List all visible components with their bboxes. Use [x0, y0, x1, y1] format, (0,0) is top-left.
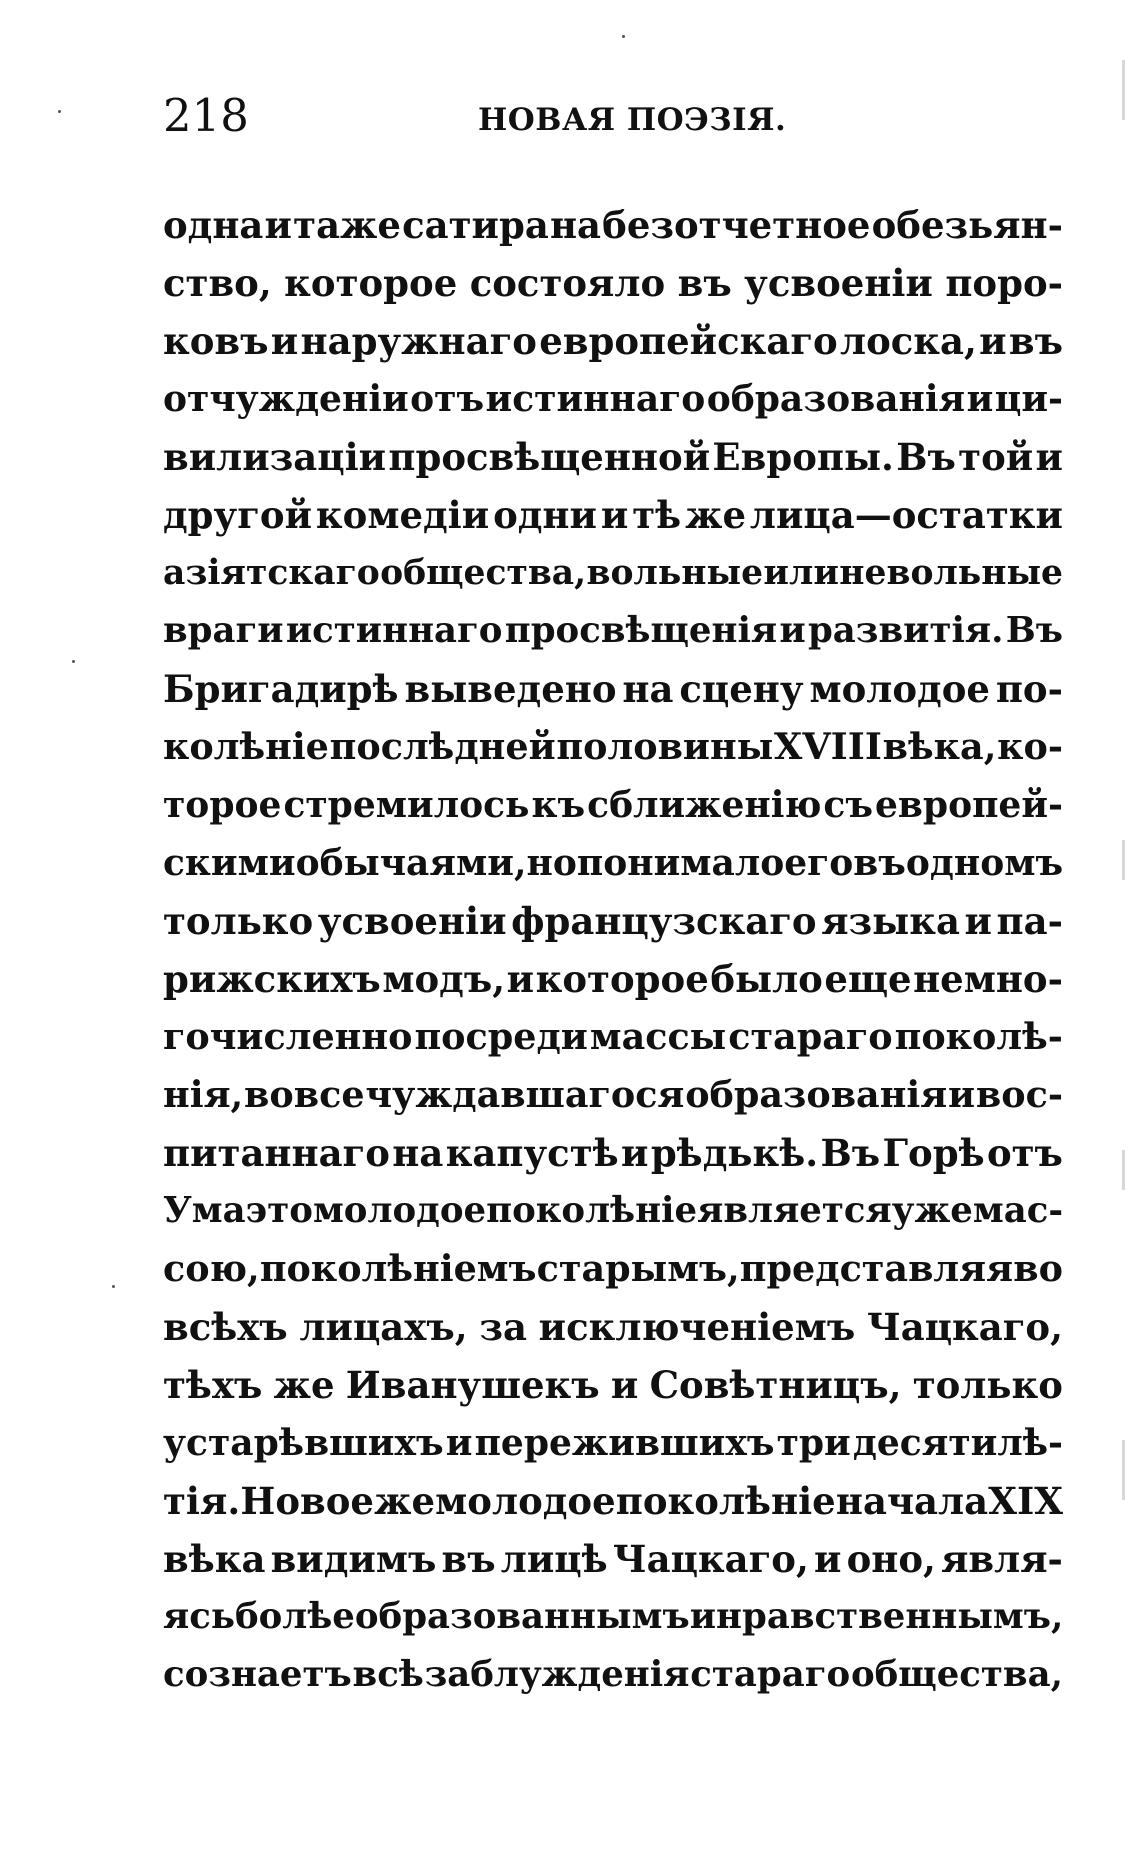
word: Новое [240, 1479, 374, 1523]
word: сою, [163, 1247, 260, 1290]
word: XIX [988, 1479, 1063, 1523]
word: Совѣтницъ, [649, 1363, 902, 1407]
text-line [163, 1182, 1063, 1240]
text-line [163, 428, 1063, 486]
word: чуждавшагося [365, 1073, 685, 1116]
word: десятилѣ- [852, 1422, 1063, 1464]
word: мас- [972, 1190, 1064, 1231]
word: и [779, 610, 806, 651]
word: это [245, 1190, 313, 1231]
word: на [622, 667, 674, 711]
word: просвѣщенной [388, 435, 711, 479]
word: языка [821, 899, 960, 943]
word: вѣка, [882, 725, 997, 768]
word: вольные [586, 553, 764, 593]
word: въ [853, 842, 906, 884]
word: же [374, 1479, 435, 1523]
word: отчужденіи [163, 378, 409, 420]
word: и [621, 1131, 649, 1175]
word: болѣе [234, 1596, 355, 1637]
word: усвоеніи [317, 899, 507, 943]
word: и [506, 957, 535, 1001]
word: и [1035, 435, 1063, 479]
scan-speck [72, 660, 75, 663]
word: обезьян- [871, 203, 1063, 247]
word: вѣка [163, 1537, 266, 1581]
text-line [163, 486, 1063, 544]
word: оно, [846, 1537, 936, 1581]
word: только [912, 1363, 1063, 1407]
word: стараго [690, 1654, 851, 1695]
word: комедіи [315, 493, 490, 537]
word: Чацкаго, [612, 1537, 809, 1581]
scan-margin-rule [1122, 1440, 1125, 1500]
word: же [273, 1363, 335, 1407]
word: вос- [975, 1073, 1063, 1116]
word: Европы. [712, 435, 894, 479]
text-line [163, 1414, 1063, 1472]
word: одни [493, 493, 597, 537]
text-line [163, 1588, 1063, 1646]
word: вилизаціи [163, 435, 387, 479]
scan-margin-rule [1122, 840, 1125, 880]
word: явля- [941, 1537, 1063, 1581]
word: Въ [896, 435, 956, 479]
word: еще [824, 957, 912, 1001]
word: истиннаго [485, 378, 706, 420]
word: является [697, 1190, 892, 1231]
word: которое [535, 957, 709, 1001]
word: понимало [576, 842, 785, 884]
word: поро- [945, 261, 1063, 305]
word: сатира [402, 203, 549, 247]
word: Горѣ [882, 1131, 985, 1175]
word: стремилось [283, 784, 530, 826]
word: истиннаго [285, 610, 503, 651]
word: Бригадирѣ [163, 667, 399, 711]
text-line [163, 1124, 1063, 1182]
word: молодое [312, 1190, 487, 1231]
word: питаннаго [163, 1131, 390, 1175]
text-line [163, 370, 1063, 428]
word: послѣдней [329, 725, 556, 768]
word: на [392, 1131, 444, 1175]
text-line [163, 718, 1063, 776]
word: таже [293, 203, 401, 247]
word: немно- [913, 957, 1063, 1001]
word: просвѣщенія [504, 610, 778, 651]
word: модъ, [382, 957, 506, 1001]
word: три [776, 1422, 851, 1464]
text-line [163, 312, 1063, 370]
text-line [163, 1066, 1063, 1124]
word: лица—остатки [749, 493, 1063, 537]
word: лоска, [839, 319, 977, 363]
word: лицахъ, [299, 1305, 468, 1349]
text-line [163, 660, 1063, 718]
word: поколѣніе [486, 1190, 698, 1231]
word: XVIII [774, 725, 882, 768]
word: сближенію [587, 784, 822, 826]
word: лицѣ [500, 1537, 608, 1581]
text-line [163, 1356, 1063, 1414]
word: той [958, 435, 1034, 479]
word: сцену [679, 667, 804, 711]
word: но [526, 842, 577, 884]
word: другой [163, 493, 313, 537]
word: ство, [163, 261, 272, 305]
page-number: 218 [163, 89, 249, 142]
text-line [163, 1472, 1063, 1530]
body-text [163, 196, 1063, 1704]
word: старымъ, [536, 1247, 740, 1290]
word: гочисленно [163, 1015, 413, 1058]
word: же [685, 493, 746, 537]
word: и [270, 319, 299, 363]
word: за [479, 1305, 527, 1349]
word: безотчетное [602, 203, 871, 247]
word: развитія. [807, 610, 1004, 651]
word: па- [996, 899, 1063, 943]
word: посреди [414, 1015, 588, 1058]
word: и [264, 203, 292, 247]
word: молодое [809, 667, 990, 711]
word: нравственнымъ, [716, 1596, 1064, 1637]
word: къ [531, 784, 586, 826]
text-line [163, 1008, 1063, 1066]
word: въ [677, 261, 732, 305]
word: капустѣ [445, 1131, 619, 1175]
word: уже [891, 1190, 973, 1231]
word: ковъ [163, 319, 269, 363]
word: невольные [839, 553, 1063, 593]
word: азіятскаго [163, 553, 380, 593]
word: состояло [469, 261, 666, 305]
text-line [163, 544, 1063, 602]
word: на [549, 203, 602, 247]
word: стараго [728, 1015, 893, 1058]
word: общества, [850, 1654, 1063, 1695]
word: рѣдькѣ. [650, 1131, 819, 1175]
word: отъ [410, 378, 485, 420]
word: видимъ [270, 1537, 437, 1581]
word: и [979, 319, 1007, 363]
text-line [163, 1298, 1063, 1356]
scan-speck [58, 110, 61, 113]
word: и [610, 1363, 639, 1407]
text-line [163, 602, 1063, 660]
word: нія, [163, 1073, 244, 1116]
word: всѣхъ [163, 1305, 288, 1349]
word: ясь [163, 1596, 235, 1637]
word: рижскихъ [163, 957, 381, 1001]
word: въ [1008, 319, 1063, 363]
word: съ [823, 784, 873, 826]
word: начала [835, 1479, 989, 1523]
text-line [163, 196, 1063, 254]
word: и [689, 1596, 717, 1637]
word: только [163, 899, 314, 943]
word: и [814, 1537, 842, 1581]
word: ци- [994, 378, 1063, 420]
word: Чацкаго, [866, 1305, 1063, 1349]
running-title: НОВАЯ ПОЭЗІЯ. [478, 102, 787, 138]
text-line [163, 834, 1063, 892]
word: молодое [435, 1479, 616, 1523]
word: образованія [706, 378, 966, 420]
text-line [163, 1646, 1063, 1704]
scan-margin-rule [1122, 1150, 1125, 1190]
word: общества, [380, 553, 587, 593]
text-line [163, 950, 1063, 1008]
word: поколѣ- [894, 1015, 1063, 1058]
word: образованнымъ [354, 1596, 690, 1637]
word: враги [163, 610, 284, 651]
word: поколѣніемъ [259, 1247, 537, 1290]
word: которое [284, 261, 458, 305]
text-line [163, 254, 1063, 312]
word: Иванушекъ [345, 1363, 600, 1407]
word: французскаго [511, 899, 817, 943]
scan-speck [112, 1285, 115, 1288]
word: всѣ [352, 1654, 424, 1695]
word: европей- [874, 784, 1063, 826]
word: исключеніемъ [538, 1305, 856, 1349]
scan-margin-rule [1122, 60, 1125, 120]
word: одномъ [905, 842, 1064, 884]
word: сознаетъ [163, 1654, 352, 1695]
word: отъ [986, 1131, 1063, 1175]
word: поколѣніе [615, 1479, 836, 1523]
word: и [966, 378, 994, 420]
word: образованія [685, 1073, 948, 1116]
word: обычаями, [295, 842, 527, 884]
word: ко- [997, 725, 1063, 768]
word: было [710, 957, 823, 1001]
text-line [163, 1240, 1063, 1298]
word: и [964, 899, 992, 943]
word: пережившихъ [474, 1422, 775, 1464]
text-line [163, 776, 1063, 834]
word: Ума [163, 1190, 246, 1231]
word: Въ [820, 1131, 881, 1175]
word: или [763, 553, 839, 593]
word: представляя [739, 1247, 1014, 1290]
word: выведено [404, 667, 617, 711]
word: половины [556, 725, 774, 768]
word: наружнаго [300, 319, 537, 363]
word: по- [995, 667, 1063, 711]
word: въ [441, 1537, 496, 1581]
word: массы [589, 1015, 727, 1058]
word: тія. [163, 1479, 241, 1523]
word: тѣхъ [163, 1363, 263, 1407]
word: колѣніе [163, 725, 329, 768]
word: во [1013, 1247, 1063, 1290]
word: усвоеніи [744, 261, 933, 305]
word: европейскаго [539, 319, 838, 363]
word: его [784, 842, 854, 884]
word: устарѣвшихъ [163, 1422, 444, 1464]
text-line [163, 892, 1063, 950]
word: и [948, 1073, 976, 1116]
word: тѣ [632, 493, 682, 537]
word: торое [163, 784, 282, 826]
word: скими [163, 842, 296, 884]
text-line [163, 1530, 1063, 1588]
word: и [600, 493, 629, 537]
word: одна [163, 203, 264, 247]
word: и [445, 1422, 473, 1464]
scan-speck [622, 35, 625, 38]
word: Въ [1005, 610, 1063, 651]
word: вовсе [244, 1073, 365, 1116]
word: заблужденія [424, 1654, 690, 1695]
